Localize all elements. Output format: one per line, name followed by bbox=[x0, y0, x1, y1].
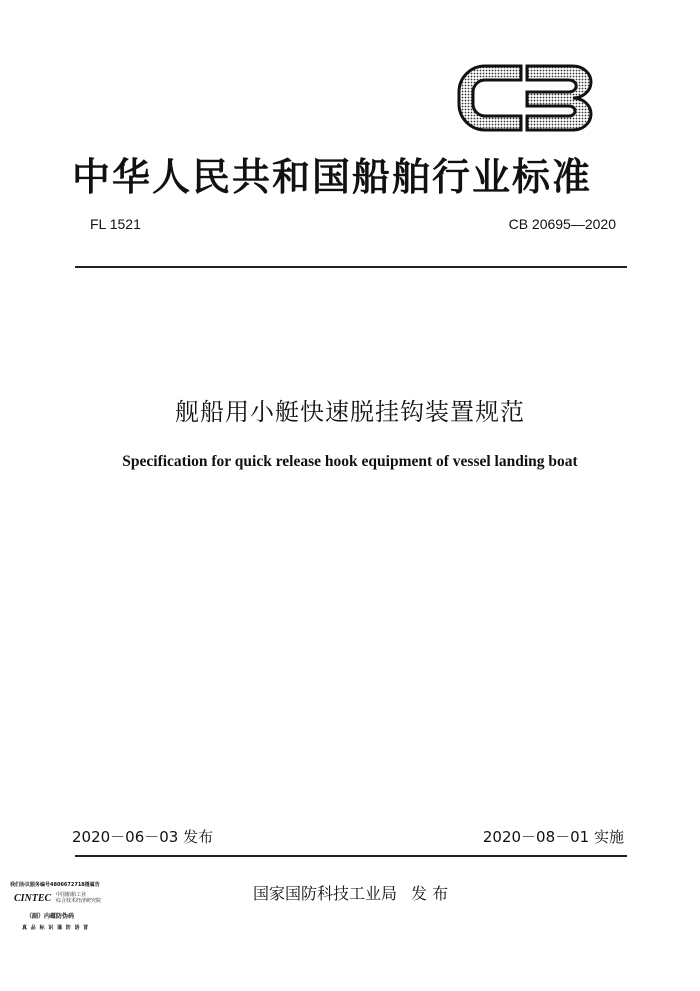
seal-authenticity-line: 真 品 标 识 谨 防 语 冒 bbox=[22, 925, 90, 931]
publisher-action: 发 布 bbox=[411, 884, 449, 903]
anti-counterfeit-seal bbox=[8, 881, 128, 939]
issue-date: 2020－06－03 发布 bbox=[72, 828, 214, 846]
cb-logo-mark bbox=[455, 60, 597, 136]
header-divider bbox=[75, 266, 627, 268]
seal-brand-caption bbox=[56, 892, 101, 904]
codes-row bbox=[90, 216, 616, 238]
publisher bbox=[253, 881, 448, 904]
seal-brand-caption-2: 综合技术经济研究院 bbox=[56, 898, 102, 904]
standard-number: CB 20695—2020 bbox=[508, 216, 616, 232]
footer-divider bbox=[75, 855, 627, 857]
dates-row bbox=[72, 826, 624, 848]
classification-code: FL 1521 bbox=[90, 216, 141, 232]
document-title-chinese: 舰船用小艇快速脱挂钩装置规范 bbox=[175, 398, 525, 426]
seal-code-line: （副）内蕴防伪码 bbox=[26, 913, 75, 920]
authority-title: 中华人民共和国船舶行业标准 bbox=[72, 155, 593, 199]
publisher-name: 国家国防科技工业局 bbox=[253, 884, 398, 903]
cb-logo bbox=[455, 60, 597, 136]
seal-brand-caption-1: 中国船舶工业 bbox=[56, 892, 87, 898]
document-title-english: Specification for quick release hook equipment of vessel landing boat bbox=[122, 453, 578, 470]
seal-brand-logo: CINTEC bbox=[14, 893, 52, 904]
implement-date: 2020－08－01 实施 bbox=[482, 828, 624, 846]
seal-service-line: 我们协议服务编号4806672718摄属告 bbox=[10, 882, 100, 888]
